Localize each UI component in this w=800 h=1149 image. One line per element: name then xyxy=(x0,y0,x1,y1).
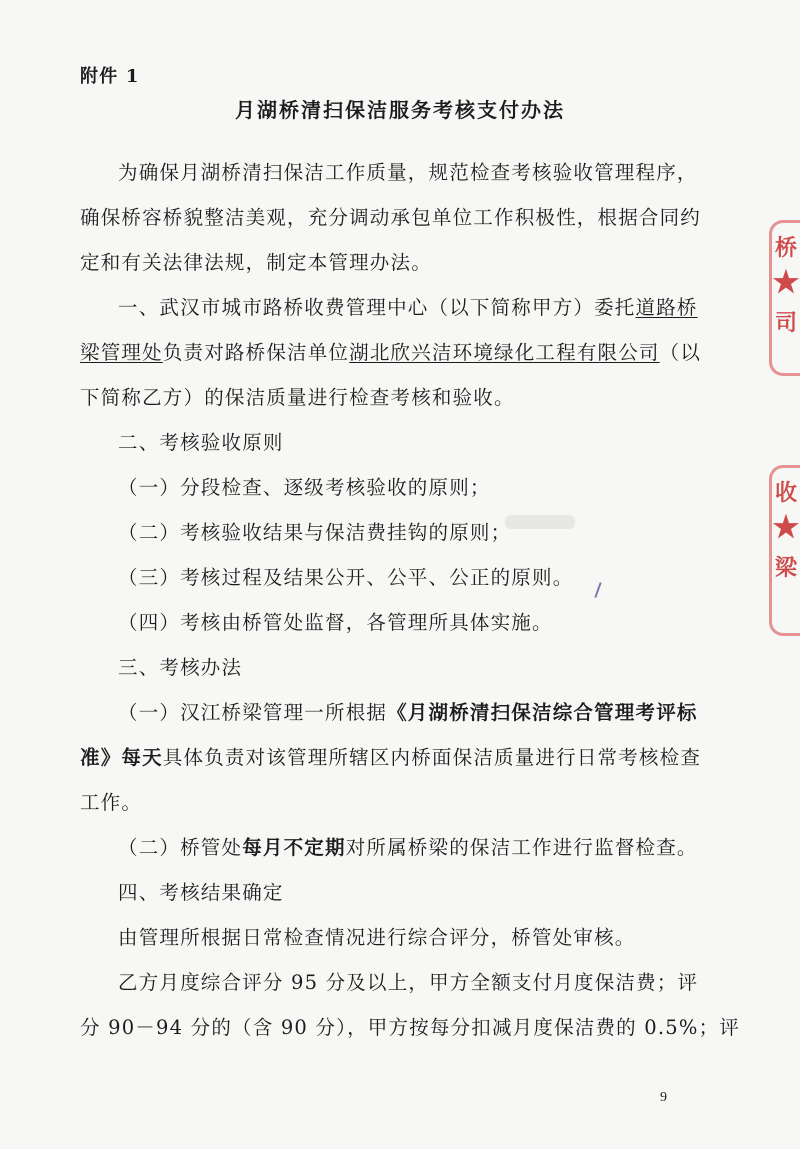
underlined-text: 湖北欣兴洁环境绿化工程有限公司 xyxy=(349,341,660,364)
text-run: 具体负责对该管理所辖区内桥面保洁质量进行日常考核检查 xyxy=(162,746,702,769)
paragraph-line: 工作。 xyxy=(80,791,143,814)
text-run: （二）桥管处 xyxy=(118,836,243,859)
official-seal-fragment xyxy=(769,465,800,636)
bold-text: 准》每天 xyxy=(80,746,163,769)
underlined-text: 道路桥 xyxy=(635,296,698,319)
list-item: （一）分段检查、逐级考核验收的原则； xyxy=(118,476,491,499)
paragraph-line xyxy=(118,698,698,728)
seal-char: 收 xyxy=(774,480,797,506)
text-run: （以 xyxy=(659,341,702,364)
seal-char: 梁 xyxy=(774,555,797,581)
pen-mark xyxy=(594,582,601,598)
paragraph-line: 分 90－94 分的（含 90 分），甲方按每分扣减月度保洁费的 0.5%；评 xyxy=(80,1016,741,1039)
document-title: 月湖桥清扫保洁服务考核支付办法 xyxy=(235,98,565,122)
list-item: （二）考核验收结果与保洁费挂钩的原则； xyxy=(118,521,512,544)
star-icon: ★ xyxy=(772,265,800,300)
paragraph-line: 定和有关法律法规，制定本管理办法。 xyxy=(80,251,432,274)
paragraph-line xyxy=(118,293,698,323)
paragraph-line: 乙方月度综合评分 95 分及以上，甲方全额支付月度保洁费；评 xyxy=(118,971,699,994)
official-seal-fragment xyxy=(769,220,800,376)
paragraph-line: 下简称乙方）的保洁质量进行检查考核和验收。 xyxy=(80,386,515,409)
paragraph-line xyxy=(118,833,698,863)
page-number: 9 xyxy=(660,1090,667,1105)
section-heading: 三、考核办法 xyxy=(118,656,243,679)
paragraph-line: 为确保月湖桥清扫保洁工作质量，规范检查考核验收管理程序， xyxy=(118,161,698,184)
list-item: （三）考核过程及结果公开、公平、公正的原则。 xyxy=(118,566,574,589)
paragraph-line: 由管理所根据日常检查情况进行综合评分，桥管处审核。 xyxy=(118,926,636,949)
seal-char: 司 xyxy=(774,310,797,336)
section-heading: 四、考核结果确定 xyxy=(118,881,284,904)
paragraph-line: 确保桥容桥貌整洁美观，充分调动承包单位工作积极性，根据合同约 xyxy=(80,206,702,229)
underlined-text: 梁管理处 xyxy=(80,341,163,364)
text-run: （一）汉江桥梁管理一所根据 xyxy=(118,701,388,724)
paragraph-line xyxy=(80,338,701,368)
section-heading: 二、考核验收原则 xyxy=(118,431,284,454)
bold-text: 每月不定期 xyxy=(242,836,346,859)
text-run: 对所属桥梁的保洁工作进行监督检查。 xyxy=(345,836,698,859)
text-run: 负责对路桥保洁单位 xyxy=(162,341,350,364)
paragraph-line xyxy=(80,743,701,773)
bold-text: 《月湖桥清扫保洁综合管理考评标 xyxy=(387,701,698,724)
attachment-label: 附件 1 xyxy=(80,66,140,87)
star-icon: ★ xyxy=(772,510,800,545)
seal-char: 桥 xyxy=(774,235,797,261)
faint-stamp-mark xyxy=(505,515,575,529)
list-item: （四）考核由桥管处监督，各管理所具体实施。 xyxy=(118,611,553,634)
text-run: 一、武汉市城市路桥收费管理中心（以下简称甲方）委托 xyxy=(118,296,636,319)
